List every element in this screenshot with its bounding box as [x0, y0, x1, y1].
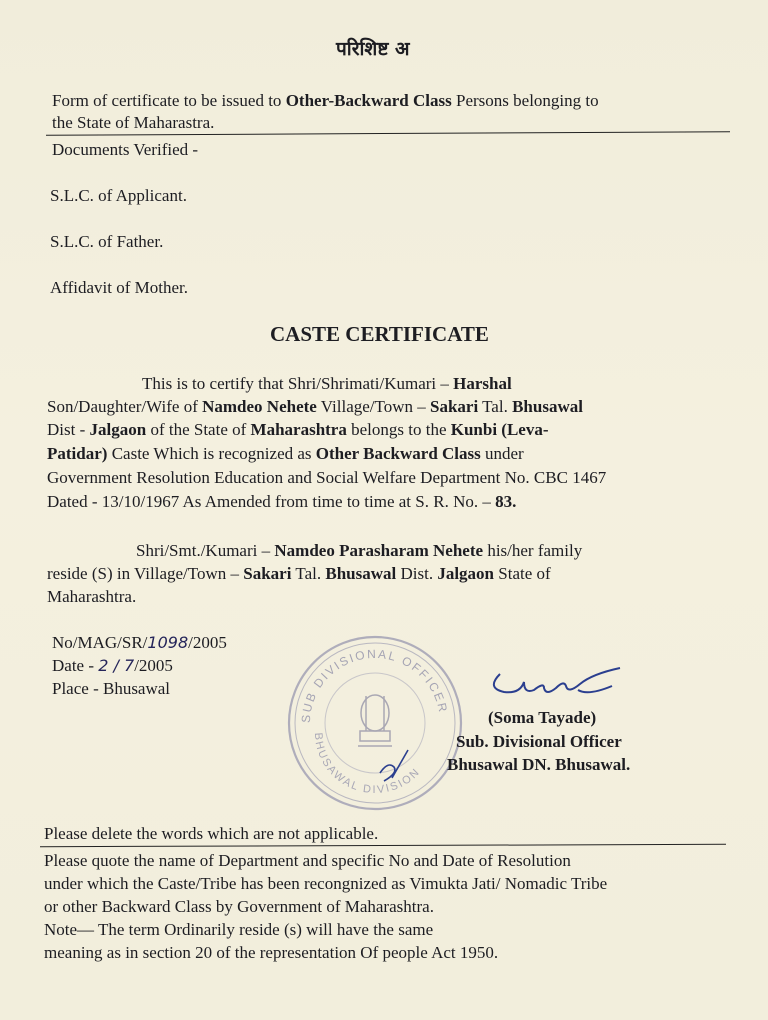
body-line-5: Government Resolution Education and Social Welfare Department No. CBC 1467	[47, 468, 607, 487]
reference-date: Date - 2 / 7/2005	[52, 656, 173, 675]
body-line-4: Patidar) Caste Which is recognized as Other Backward Class under	[47, 444, 524, 463]
emblem-icon	[358, 695, 392, 746]
certificate-title: CASTE CERTIFICATE	[270, 322, 489, 346]
document-item: S.L.C. of Father.	[50, 232, 164, 251]
document-item: S.L.C. of Applicant.	[50, 186, 187, 205]
reference-place: Place - Bhusawal	[52, 679, 171, 698]
family-line-2: reside (S) in Village/Town – Sakari Tal. Bhusawal Dist. Jalgaon State of	[47, 564, 551, 583]
svg-text:SUB DIVISIONAL OFFICER	[299, 647, 451, 723]
seal-text-top: SUB DIVISIONAL OFFICER	[298, 646, 451, 724]
hindi-title: परिशिष्ट अ	[336, 38, 410, 60]
officer-office: Bhusawal DN. Bhusawal.	[447, 755, 631, 774]
footer-line-2: under which the Caste/Tribe has been recongnized as Vimukta Jati/ Nomadic Tribe	[44, 874, 608, 893]
delete-note: Please delete the words which are not applicable.	[44, 824, 379, 843]
official-seal-stamp	[280, 628, 470, 818]
body-line-2: Son/Daughter/Wife of Namdeo Nehete Village/Town – Sakari Tal. Bhusawal	[47, 397, 583, 416]
documents-label: Documents Verified -	[52, 140, 199, 159]
body-line-6: Dated - 13/10/1967 As Amended from time to time at S. R. No. – 83.	[47, 492, 517, 511]
officer-name: (Soma Tayade)	[488, 708, 597, 727]
signature-mark	[480, 652, 630, 702]
officer-designation: Sub. Divisional Officer	[456, 732, 622, 751]
intro-line-2: the State of Maharastra.	[52, 113, 215, 132]
seal-text-bottom: BHUSAWAL DIVISION	[311, 732, 423, 797]
footer-line-4: Note— The term Ordinarily reside (s) will have the same	[44, 920, 434, 939]
family-line-1: Shri/Smt./Kumari – Namdeo Parasharam Nehete his/her family	[136, 541, 583, 560]
family-line-3: Maharashtra.	[47, 587, 137, 606]
body-line-1: This is to certify that Shri/Shrimati/Kumari – Harshal	[142, 374, 512, 393]
body-line-3: Dist - Jalgaon of the State of Maharashtra belongs to the Kunbi (Leva-	[47, 420, 549, 439]
intro-line-1: Form of certificate to be issued to Other-Backward Class Persons belonging to	[52, 91, 599, 110]
reference-number: No/MAG/SR/1098/2005	[52, 633, 227, 652]
footer-line-3: or other Backward Class by Government of Maharashtra.	[44, 897, 434, 916]
footer-line-1: Please quote the name of Department and specific No and Date of Resolution	[44, 851, 571, 870]
document-item: Affidavit of Mother.	[50, 278, 189, 297]
footer-line-5: meaning as in section 20 of the representation Of people Act 1950.	[44, 943, 499, 962]
